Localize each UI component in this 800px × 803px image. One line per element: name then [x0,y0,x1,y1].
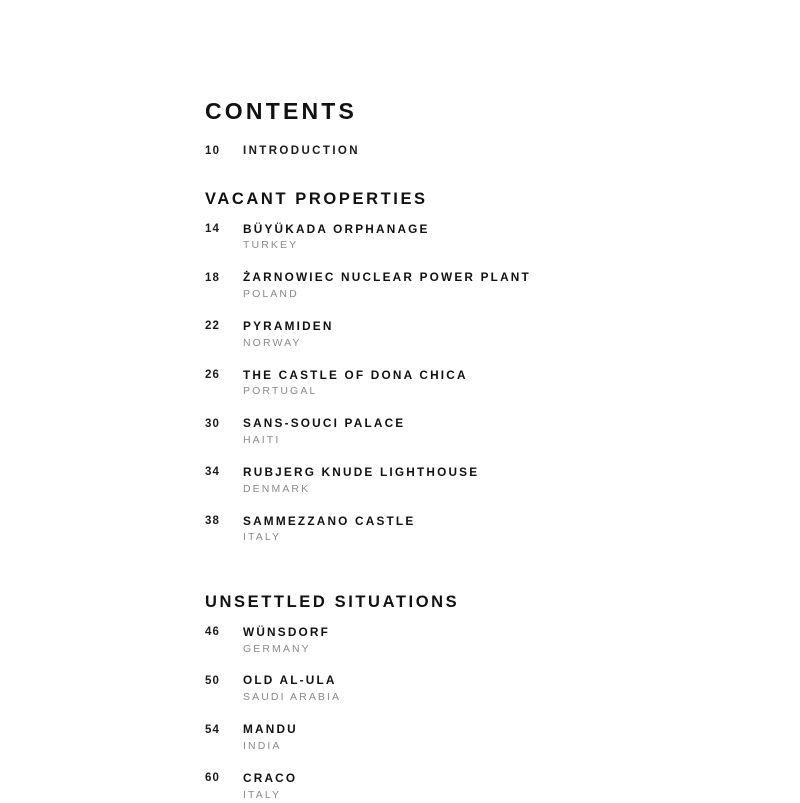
page-number: 18 [205,271,220,284]
toc-entry[interactable] [205,222,800,255]
toc-entry[interactable] [205,771,800,803]
entry-country: ITALY [243,788,282,801]
entry-texts [243,771,297,803]
section-heading: VACANT PROPERTIES [205,190,428,208]
entry-texts [243,722,298,755]
entry-country: INDIA [243,739,282,752]
toc-entry[interactable] [205,416,800,449]
entry-title: WÜNSDORF [243,624,331,639]
entry-title: CRACO [243,770,298,785]
page-number: 46 [205,626,220,639]
toc-entry[interactable] [205,368,800,401]
entry-texts [243,368,468,401]
entry-title: INTRODUCTION [243,145,360,157]
entry-country: POLAND [243,288,299,301]
page-number: 30 [205,417,220,430]
entry-texts [243,319,334,352]
toc-entry[interactable] [205,673,800,706]
page-number: 14 [205,223,220,235]
entry-title: MANDU [243,722,298,737]
toc-entry-introduction[interactable] [205,145,800,157]
entry-texts [243,465,479,498]
toc-entry[interactable] [205,319,800,352]
page-number: 34 [205,466,220,479]
entry-texts [243,514,415,547]
entry-title: RUBJERG KNUDE LIGHTHOUSE [243,464,480,479]
entry-country: HAITI [243,434,281,447]
toc-entry[interactable] [205,270,800,303]
entry-country: GERMANY [243,642,311,655]
toc-entry[interactable] [205,514,800,547]
entry-texts [243,222,430,255]
entry-texts [243,625,330,658]
entry-country: TURKEY [243,239,299,252]
page-number: 38 [205,515,220,528]
toc-entry[interactable] [205,722,800,755]
entry-texts [243,416,405,449]
entry-country: NORWAY [243,336,302,349]
toc-entry[interactable] [205,625,800,658]
entry-title: ŻARNOWIEC NUCLEAR POWER PLANT [243,270,531,285]
page-title: CONTENTS [205,98,358,124]
page-number: 10 [205,145,221,157]
section-vacant-properties [205,191,800,546]
page-number: 22 [205,320,220,333]
section-unsettled-situations [205,594,800,803]
entry-title: SAMMEZZANO CASTLE [243,513,416,528]
toc-entry[interactable] [205,465,800,498]
page-number: 60 [205,772,220,785]
entry-country: DENMARK [243,482,311,495]
page-number: 54 [205,723,220,736]
entry-country: ITALY [243,531,282,544]
entry-title: PYRAMIDEN [243,318,334,333]
entry-title: THE CASTLE OF DONA CHICA [243,367,468,382]
section-heading: UNSETTLED SITUATIONS [205,593,460,612]
entry-title: OLD AL-ULA [243,673,337,688]
entry-texts [243,270,531,303]
entry-title: SANS-SOUCI PALACE [243,416,406,431]
page-number: 50 [205,674,220,687]
entry-country: SAUDI ARABIA [243,691,342,704]
entry-texts [243,673,341,706]
entry-title: BÜYÜKADA ORPHANAGE [243,221,430,236]
entry-country: PORTUGAL [243,385,318,398]
page-number: 26 [205,369,220,382]
